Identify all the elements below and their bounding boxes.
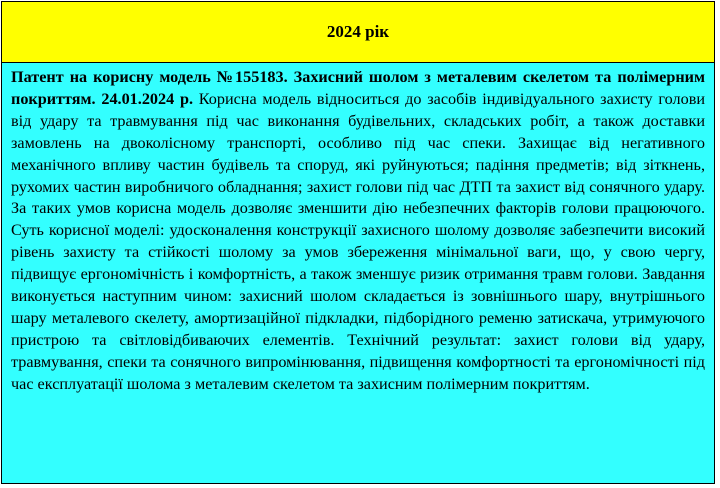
patent-paragraph <box>11 67 705 396</box>
patent-description-cell <box>2 63 714 483</box>
patent-lead: Патент на корисну модель №155183. Захисний шолом з металевим скелетом та полімерним покриттям. 24.01.2024 р. <box>11 68 705 108</box>
year-title: 2024 рік <box>326 22 390 41</box>
patent-body: Корисна модель відноситься до засобів індивідуального захисту голови від удару та травмування під час виконання будівельних, складських робіт, а також доставки замовлень на двоколісному транспорті, особливо під час спеки. Захищає від негативного механічного впливу частин будівель та споруд, які руйнуються; падіння предметів; від зіткнень, рухомих частин виробничого обладнання; захист голови під час ДТП та захист від сонячного удару. За таких умов корисна модель дозволяє зменшити дію небезпечних факторів голови працюючого. Суть корисної моделі: удосконалення конструкції захисного шолому дозволяє забезпечити високий рівень захисту та стійкості шолому за умов збереження мінімальної ваги, що, у свою чергу, підвищує ергономічність і комфортність, а також зменшує ризик отримання травм голови. Завдання виконується наступним чином: захисний шолом складається із зовнішнього шару, внутрішнього шару металевого скелету, амортизаційної підкладки, підборідного ременю затискача, утримуючого пристрою та світловідбиваючих елементів. Технічний результат: захист голови від удару, травмування, спеки та сонячного випромінювання, підвищення комфортності та ергономічності під час експлуатації шолома з металевим скелетом та захисним полімерним покриттям. <box>11 89 706 393</box>
table-frame <box>1 1 715 484</box>
year-header <box>2 2 714 63</box>
